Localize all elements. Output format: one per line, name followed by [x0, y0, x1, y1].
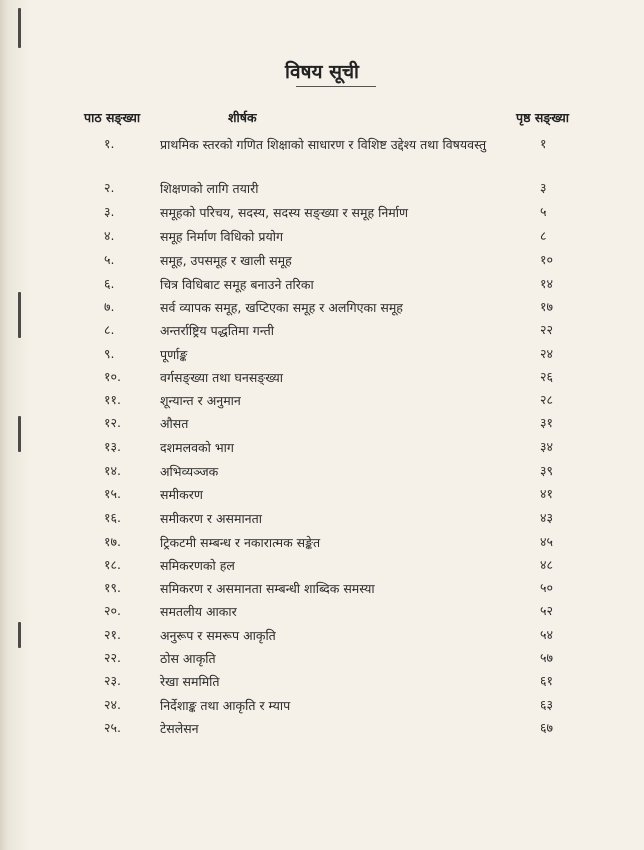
page-number: ४१ — [540, 486, 554, 501]
lesson-title: निर्देशाङ्क तथा आकृति र म्याप — [160, 698, 291, 713]
lesson-title: समतलीय आकार — [160, 604, 237, 619]
toc-row — [0, 509, 644, 531]
lesson-title: टेसलेसन — [160, 721, 199, 736]
page-number: ३ — [540, 180, 547, 195]
lesson-title: समिकरण र असमानता सम्बन्धी शाब्दिक समस्या — [160, 581, 375, 596]
page-number: ६७ — [540, 720, 554, 735]
lesson-number: १०. — [104, 369, 121, 384]
header-page-no: पृष्ठ सङ्ख्या — [516, 110, 570, 125]
lesson-number: १५. — [104, 486, 121, 501]
lesson-number: ७. — [104, 299, 115, 314]
lesson-title: चित्र विधिबाट समूह बनाउने तरिका — [160, 277, 314, 292]
lesson-number: ६. — [104, 276, 115, 291]
lesson-title: समूहको परिचय, सदस्य, सदस्य सङ्ख्या र समूह निर्माण — [160, 205, 409, 220]
page-number: १ — [540, 136, 547, 151]
lesson-title: अन्तर्राष्ट्रिय पद्धतिमा गन्ती — [160, 323, 275, 338]
lesson-title: अनुरूप र समरूप आकृति — [160, 628, 276, 643]
page-number: ४५ — [540, 534, 554, 549]
toc-row — [0, 179, 644, 201]
lesson-number: २२. — [104, 650, 121, 665]
lesson-title: प्राथमिक स्तरको गणित शिक्षाको साधारण र विशिष्ट उद्देश्य तथा विषयवस्तु — [160, 137, 487, 152]
toc-row — [0, 579, 644, 601]
toc-row — [0, 203, 644, 225]
lesson-number: २५. — [104, 720, 121, 735]
lesson-title: औसत — [160, 416, 189, 431]
page-number: २८ — [540, 392, 554, 407]
toc-row — [0, 321, 644, 343]
toc-row — [0, 298, 644, 320]
page-number: ५० — [540, 580, 554, 595]
toc-row — [0, 626, 644, 648]
lesson-title: ठोस आकृति — [160, 651, 216, 666]
page-number: ५४ — [540, 627, 554, 642]
lesson-number: ८. — [104, 322, 115, 337]
toc-row — [0, 485, 644, 507]
toc-row — [0, 135, 644, 157]
lesson-title: शिक्षणको लागि तयारी — [160, 181, 259, 196]
lesson-number: २०. — [104, 603, 121, 618]
lesson-number: २४. — [104, 697, 121, 712]
page-number: ८ — [540, 228, 547, 243]
lesson-number: १४. — [104, 463, 121, 478]
toc-row — [0, 556, 644, 578]
toc-row — [0, 533, 644, 555]
lesson-number: ११. — [104, 392, 121, 407]
page-number: ६१ — [540, 673, 554, 688]
lesson-title: समूह निर्माण विधिको प्रयोग — [160, 229, 283, 244]
page-number: २२ — [540, 322, 554, 337]
header-lesson-no: पाठ सङ्ख्या — [84, 110, 141, 125]
lesson-number: ५. — [104, 252, 115, 267]
lesson-title: समिकरणको हल — [160, 558, 235, 573]
lesson-title: अभिव्यञ्जक — [160, 464, 219, 479]
lesson-number: ४. — [104, 228, 115, 243]
toc-row — [0, 391, 644, 413]
toc-row — [0, 368, 644, 390]
toc-row — [0, 345, 644, 367]
lesson-number: १६. — [104, 510, 121, 525]
toc-row — [0, 275, 644, 297]
page-number: ३४ — [540, 439, 554, 454]
lesson-number: १२. — [104, 415, 121, 430]
page-number: १४ — [540, 276, 554, 291]
lesson-title: सर्व व्यापक समूह, खप्टिएका समूह र अलगिएका समूह — [160, 300, 403, 315]
toc-row — [0, 462, 644, 484]
toc-row — [0, 251, 644, 273]
page-number: ४८ — [540, 557, 554, 572]
toc-row — [0, 438, 644, 460]
lesson-title: शून्यान्त र अनुमान — [160, 393, 241, 408]
page-number: २४ — [540, 346, 554, 361]
toc-row — [0, 696, 644, 718]
lesson-number: २. — [104, 180, 115, 195]
lesson-number: १७. — [104, 534, 121, 549]
lesson-title: समूह, उपसमूह र खाली समूह — [160, 253, 292, 268]
lesson-title: पूर्णाङ्क — [160, 347, 188, 362]
lesson-number: १३. — [104, 439, 121, 454]
page-number: ५७ — [540, 650, 554, 665]
lesson-title: समीकरण र असमानता — [160, 511, 262, 526]
page-number: ६३ — [540, 697, 554, 712]
lesson-number: ९. — [104, 346, 115, 361]
toc-row — [0, 414, 644, 436]
lesson-number: १. — [104, 136, 115, 151]
page-number: २६ — [540, 369, 554, 384]
page-number: ५ — [540, 204, 547, 219]
page-number: ३९ — [540, 463, 554, 478]
lesson-title: ट्रिकटमी सम्बन्ध र नकारात्मक सङ्केत — [160, 535, 321, 550]
lesson-title: दशमलवको भाग — [160, 440, 234, 455]
toc-row — [0, 649, 644, 671]
lesson-number: २१. — [104, 627, 121, 642]
lesson-title: वर्गसङ्ख्या तथा घनसङ्ख्या — [160, 370, 284, 385]
toc-row — [0, 672, 644, 694]
binding-mark — [18, 8, 21, 48]
toc-row — [0, 719, 644, 741]
page-number: १० — [540, 252, 554, 267]
lesson-number: ३. — [104, 204, 115, 219]
page-title: विषय सूची — [285, 61, 359, 83]
lesson-number: १८. — [104, 557, 121, 572]
toc-row — [0, 227, 644, 249]
toc-row — [0, 602, 644, 624]
lesson-title: रेखा सममिति — [160, 674, 220, 689]
lesson-number: २३. — [104, 673, 121, 688]
page-number: ४३ — [540, 510, 554, 525]
page-number: ३१ — [540, 415, 554, 430]
page-number: ५२ — [540, 603, 554, 618]
title-underline — [296, 86, 376, 87]
header-topic: शीर्षक — [228, 110, 257, 125]
lesson-number: १९. — [104, 580, 121, 595]
page-number: १७ — [540, 299, 554, 314]
lesson-title: समीकरण — [160, 487, 203, 502]
